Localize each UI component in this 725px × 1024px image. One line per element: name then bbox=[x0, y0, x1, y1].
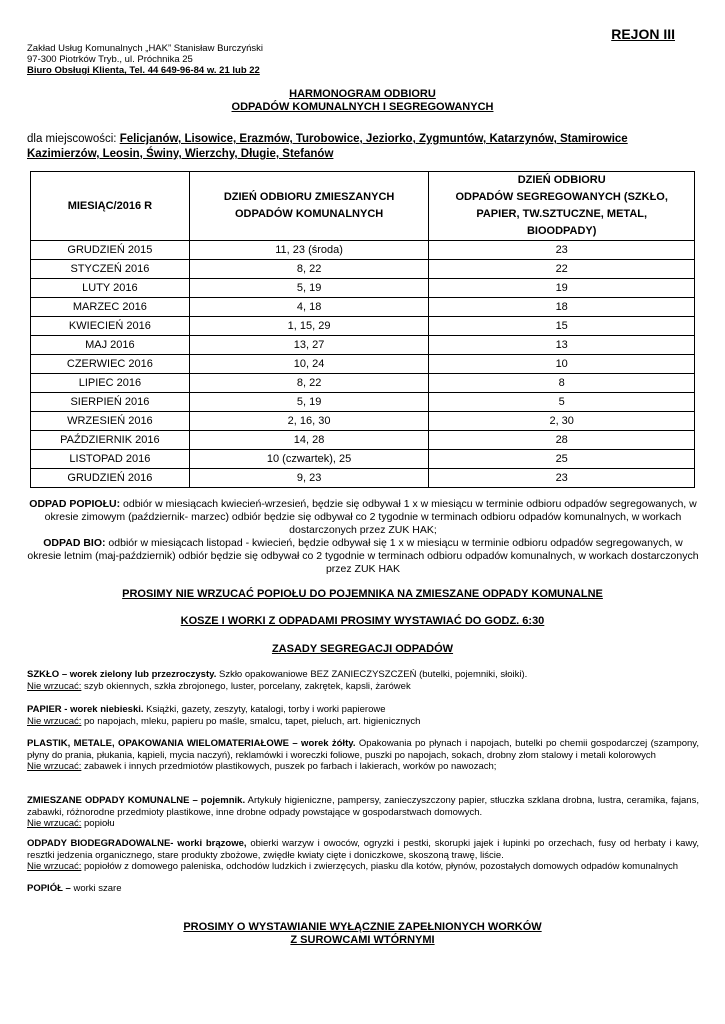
rule-mixed-not-label: Nie wrzucać: bbox=[27, 818, 82, 829]
table-row bbox=[31, 450, 695, 469]
rule-glass-not-label: Nie wrzucać: bbox=[27, 680, 82, 692]
rule-ash-text: worki szare bbox=[73, 883, 122, 894]
rule-paper-label: PAPIER - worek niebieski. bbox=[27, 704, 144, 715]
segregated-cell: 15 bbox=[429, 317, 695, 336]
customer-service: Biuro Obsługi Klienta, Tel. 44 649-96-84 w. 21 lub 22 bbox=[27, 65, 260, 76]
rule-bio-text: obierki warzyw i owoców, ogryzki i pestki, skorupki jajek i łupinki po orzechach, fusy od herbaty i kawy, resztki jedzenia organicznego, stare produkty zbożowe, zwiędłe kwiaty cięte i doniczkowe, skoszoną trawę, liście. bbox=[27, 838, 700, 861]
header-seg-line-1: DZIEŃ ODBIORU bbox=[517, 174, 606, 186]
month-cell: CZERWIEC 2016 bbox=[31, 355, 190, 374]
month-cell: KWIECIEŃ 2016 bbox=[31, 317, 190, 336]
localities-prefix: dla miejscowości: bbox=[27, 133, 117, 145]
month-cell: GRUDZIEŃ 2015 bbox=[31, 241, 190, 260]
ash-note bbox=[27, 498, 699, 537]
rule-paper-text: Książki, gazety, zeszyty, katalogi, torby i worki papierowe bbox=[146, 704, 386, 715]
table-row bbox=[31, 317, 695, 336]
mixed-cell: 8, 22 bbox=[189, 260, 429, 279]
segregated-cell: 2, 30 bbox=[429, 412, 695, 431]
segregated-cell: 19 bbox=[429, 279, 695, 298]
header-seg-line-2: ODPADÓW SEGREGOWANYCH (SZKŁO, bbox=[455, 191, 668, 203]
region-label: REJON III bbox=[611, 26, 675, 42]
mixed-cell: 11, 23 (środa) bbox=[189, 241, 429, 260]
ash-note-text: odbiór w miesiącach kwiecień-wrzesień, będzie się odbywał 1 x w miesiącu w terminie odbioru odpadów segregowanych, w okresie zimowym (październik- marzec) odbiór będzie się odbywał co 2 tygodnie w terminach odbioru odpadów komunalnych, w workach dostarczonych przez ZUK HAK; bbox=[44, 498, 697, 536]
schedule-table bbox=[30, 171, 695, 488]
mixed-cell: 13, 27 bbox=[189, 336, 429, 355]
header-seg-line-4: BIOODPADY) bbox=[526, 225, 597, 237]
rule-paper-not-text: po napojach, mleku, papieru po maśle, smalcu, tapet, pieluch, art. higienicznych bbox=[84, 715, 421, 727]
table-row bbox=[31, 336, 695, 355]
collection-notes bbox=[27, 498, 699, 576]
month-cell: SIERPIEŃ 2016 bbox=[31, 393, 190, 412]
localities bbox=[27, 132, 699, 162]
mixed-cell: 14, 28 bbox=[189, 431, 429, 450]
segregated-cell: 23 bbox=[429, 469, 695, 488]
month-cell: MARZEC 2016 bbox=[31, 298, 190, 317]
rule-plastic bbox=[27, 738, 699, 773]
rule-glass-label: SZKŁO – worek zielony lub przezroczysty. bbox=[27, 669, 217, 680]
footer-line-2: Z SUROWCAMI WTÓRNYMI bbox=[290, 934, 435, 946]
segregated-cell: 10 bbox=[429, 355, 695, 374]
rule-ash-label: POPIÓŁ – bbox=[27, 883, 71, 894]
mixed-cell: 8, 22 bbox=[189, 374, 429, 393]
footer-notice bbox=[0, 921, 725, 947]
segregated-cell: 25 bbox=[429, 450, 695, 469]
ash-warning-banner: PROSIMY NIE WRZUCAĆ POPIOŁU DO POJEMNIKA NA ZMIESZANE ODPADY KOMUNALNE bbox=[122, 588, 603, 600]
footer-line-1: PROSIMY O WYSTAWIANIE WYŁĄCZNIE ZAPEŁNIONYCH WORKÓW bbox=[183, 921, 542, 933]
month-cell: STYCZEŃ 2016 bbox=[31, 260, 190, 279]
segregated-cell: 23 bbox=[429, 241, 695, 260]
month-cell: GRUDZIEŃ 2016 bbox=[31, 469, 190, 488]
rule-bio-not-label: Nie wrzucać: bbox=[27, 861, 82, 872]
rule-mixed-text: Artykuły higieniczne, pampersy, zanieczyszczony papier, stłuczka szklana drobna, lustra, ceramika, fajans, zabawki, różnorodne przedmioty plastikowe, inne drobne odpady powstające w gospodarstwach domowych. bbox=[27, 795, 699, 818]
title-line-2: ODPADÓW KOMUNALNYCH I SEGREGOWANYCH bbox=[231, 101, 494, 113]
segregated-cell: 18 bbox=[429, 298, 695, 317]
table-row bbox=[31, 431, 695, 450]
month-cell: LISTOPAD 2016 bbox=[31, 450, 190, 469]
schedule-header-row bbox=[31, 172, 695, 241]
mixed-cell: 10 (czwartek), 25 bbox=[189, 450, 429, 469]
bio-note bbox=[27, 537, 699, 576]
rule-glass-text: Szkło opakowaniowe BEZ ZANIECZYSZCZEŃ (butelki, pojemniki, słoiki). bbox=[218, 669, 528, 680]
page-title bbox=[0, 88, 725, 114]
bio-note-text: odbiór w miesiącach listopad - kwiecień, będzie odbywał się 1 x w miesiącu w terminie odbioru odpadów segregowanych, w okresie letnim (maj-październik) odbiór będzie się odbywał co 2 tygodnie w terminach odbioru odpadów komunalnych, w workach dostarczonych przez ZUK HAK bbox=[27, 537, 699, 575]
table-row bbox=[31, 412, 695, 431]
rule-glass bbox=[27, 669, 699, 692]
table-row bbox=[31, 260, 695, 279]
rule-glass-not-text: szyb okiennych, szkła zbrojonego, luster, porcelany, zakrętek, kapsli, żarówek bbox=[84, 680, 411, 692]
rule-mixed-label: ZMIESZANE ODPADY KOMUNALNE – pojemnik. bbox=[27, 795, 246, 806]
rule-plastic-text: Opakowania po płynach i napojach, butelki po chemii gospodarczej (szampony, płyny do prania, płukania, kąpieli, mycia naczyń), reklamówki i woreczki foliowe, puszki po napojach, sokach, drobny złom stalowy i metali kolorowych bbox=[27, 738, 699, 761]
mixed-cell: 1, 15, 29 bbox=[189, 317, 429, 336]
ash-note-label: ODPAD POPIOŁU: bbox=[29, 498, 121, 510]
table-row bbox=[31, 355, 695, 374]
segregated-cell: 8 bbox=[429, 374, 695, 393]
month-cell: LIPIEC 2016 bbox=[31, 374, 190, 393]
mixed-cell: 4, 18 bbox=[189, 298, 429, 317]
month-cell: MAJ 2016 bbox=[31, 336, 190, 355]
company-info bbox=[27, 43, 263, 76]
header-mixed-line-2: ODPADÓW KOMUNALNYCH bbox=[234, 208, 384, 220]
mixed-cell: 9, 23 bbox=[189, 469, 429, 488]
header-segregated bbox=[429, 172, 695, 241]
rule-plastic-label: PLASTIK, METALE, OPAKOWANIA WIELOMATERIAŁOWE – worek żółty. bbox=[27, 738, 356, 749]
mixed-cell: 5, 19 bbox=[189, 279, 429, 298]
rule-bio-label: ODPADY BIODEGRADOWALNE- worki brązowe, bbox=[27, 838, 247, 849]
segregated-cell: 5 bbox=[429, 393, 695, 412]
rule-ash bbox=[27, 883, 699, 895]
rule-paper bbox=[27, 704, 699, 727]
rule-mixed-not-text: popiołu bbox=[84, 818, 115, 829]
bio-note-label: ODPAD BIO: bbox=[43, 537, 106, 549]
table-row bbox=[31, 469, 695, 488]
header-seg-line-3: PAPIER, TW.SZTUCZNE, METAL, bbox=[476, 208, 648, 220]
rule-paper-not-label: Nie wrzucać: bbox=[27, 715, 82, 727]
table-row bbox=[31, 241, 695, 260]
table-row bbox=[31, 279, 695, 298]
mixed-cell: 2, 16, 30 bbox=[189, 412, 429, 431]
localities-names: Felicjanów, Lisowice, Erazmów, Turobowice, Jeziorko, Zygmuntów, Katarzynów, Stamirowice Kazimierzów, Leosin, Świny, Wierzchy, Długie, Stefanów bbox=[27, 133, 628, 160]
rules-title: ZASADY SEGREGACJI ODPADÓW bbox=[271, 643, 454, 655]
rule-bio-not-text: popiołów z domowego paleniska, odchodów ludzkich i zwierzęcych, piasku dla kotów, płynów, pozostałych domowych odpadów komunalnych bbox=[84, 861, 679, 872]
header-month: MIESIĄC/2016 R bbox=[31, 172, 190, 241]
table-row bbox=[31, 393, 695, 412]
header-mixed bbox=[189, 172, 429, 241]
title-line-1: HARMONOGRAM ODBIORU bbox=[289, 88, 436, 100]
bins-time-banner: KOSZE I WORKI Z ODPADAMI PROSIMY WYSTAWIAĆ DO GODZ. 6:30 bbox=[180, 615, 545, 627]
month-cell: LUTY 2016 bbox=[31, 279, 190, 298]
header-mixed-line-1: DZIEŃ ODBIORU ZMIESZANYCH bbox=[223, 191, 395, 203]
segregated-cell: 28 bbox=[429, 431, 695, 450]
rule-plastic-not-label: Nie wrzucać: bbox=[27, 761, 82, 772]
company-address: 97-300 Piotrków Tryb., ul. Próchnika 25 bbox=[27, 54, 193, 65]
rule-plastic-not-text: zabawek i innych przedmiotów plastikowych, puszek po farbach i lakierach, worków po nawozach; bbox=[84, 761, 497, 772]
rule-mixed bbox=[27, 795, 699, 830]
mixed-cell: 5, 19 bbox=[189, 393, 429, 412]
mixed-cell: 10, 24 bbox=[189, 355, 429, 374]
segregated-cell: 13 bbox=[429, 336, 695, 355]
table-row bbox=[31, 374, 695, 393]
rule-bio bbox=[27, 838, 699, 873]
company-name: Zakład Usług Komunalnych „HAK” Stanisław Burczyński bbox=[27, 43, 264, 54]
table-row bbox=[31, 298, 695, 317]
month-cell: PAŹDZIERNIK 2016 bbox=[31, 431, 190, 450]
segregated-cell: 22 bbox=[429, 260, 695, 279]
month-cell: WRZESIEŃ 2016 bbox=[31, 412, 190, 431]
